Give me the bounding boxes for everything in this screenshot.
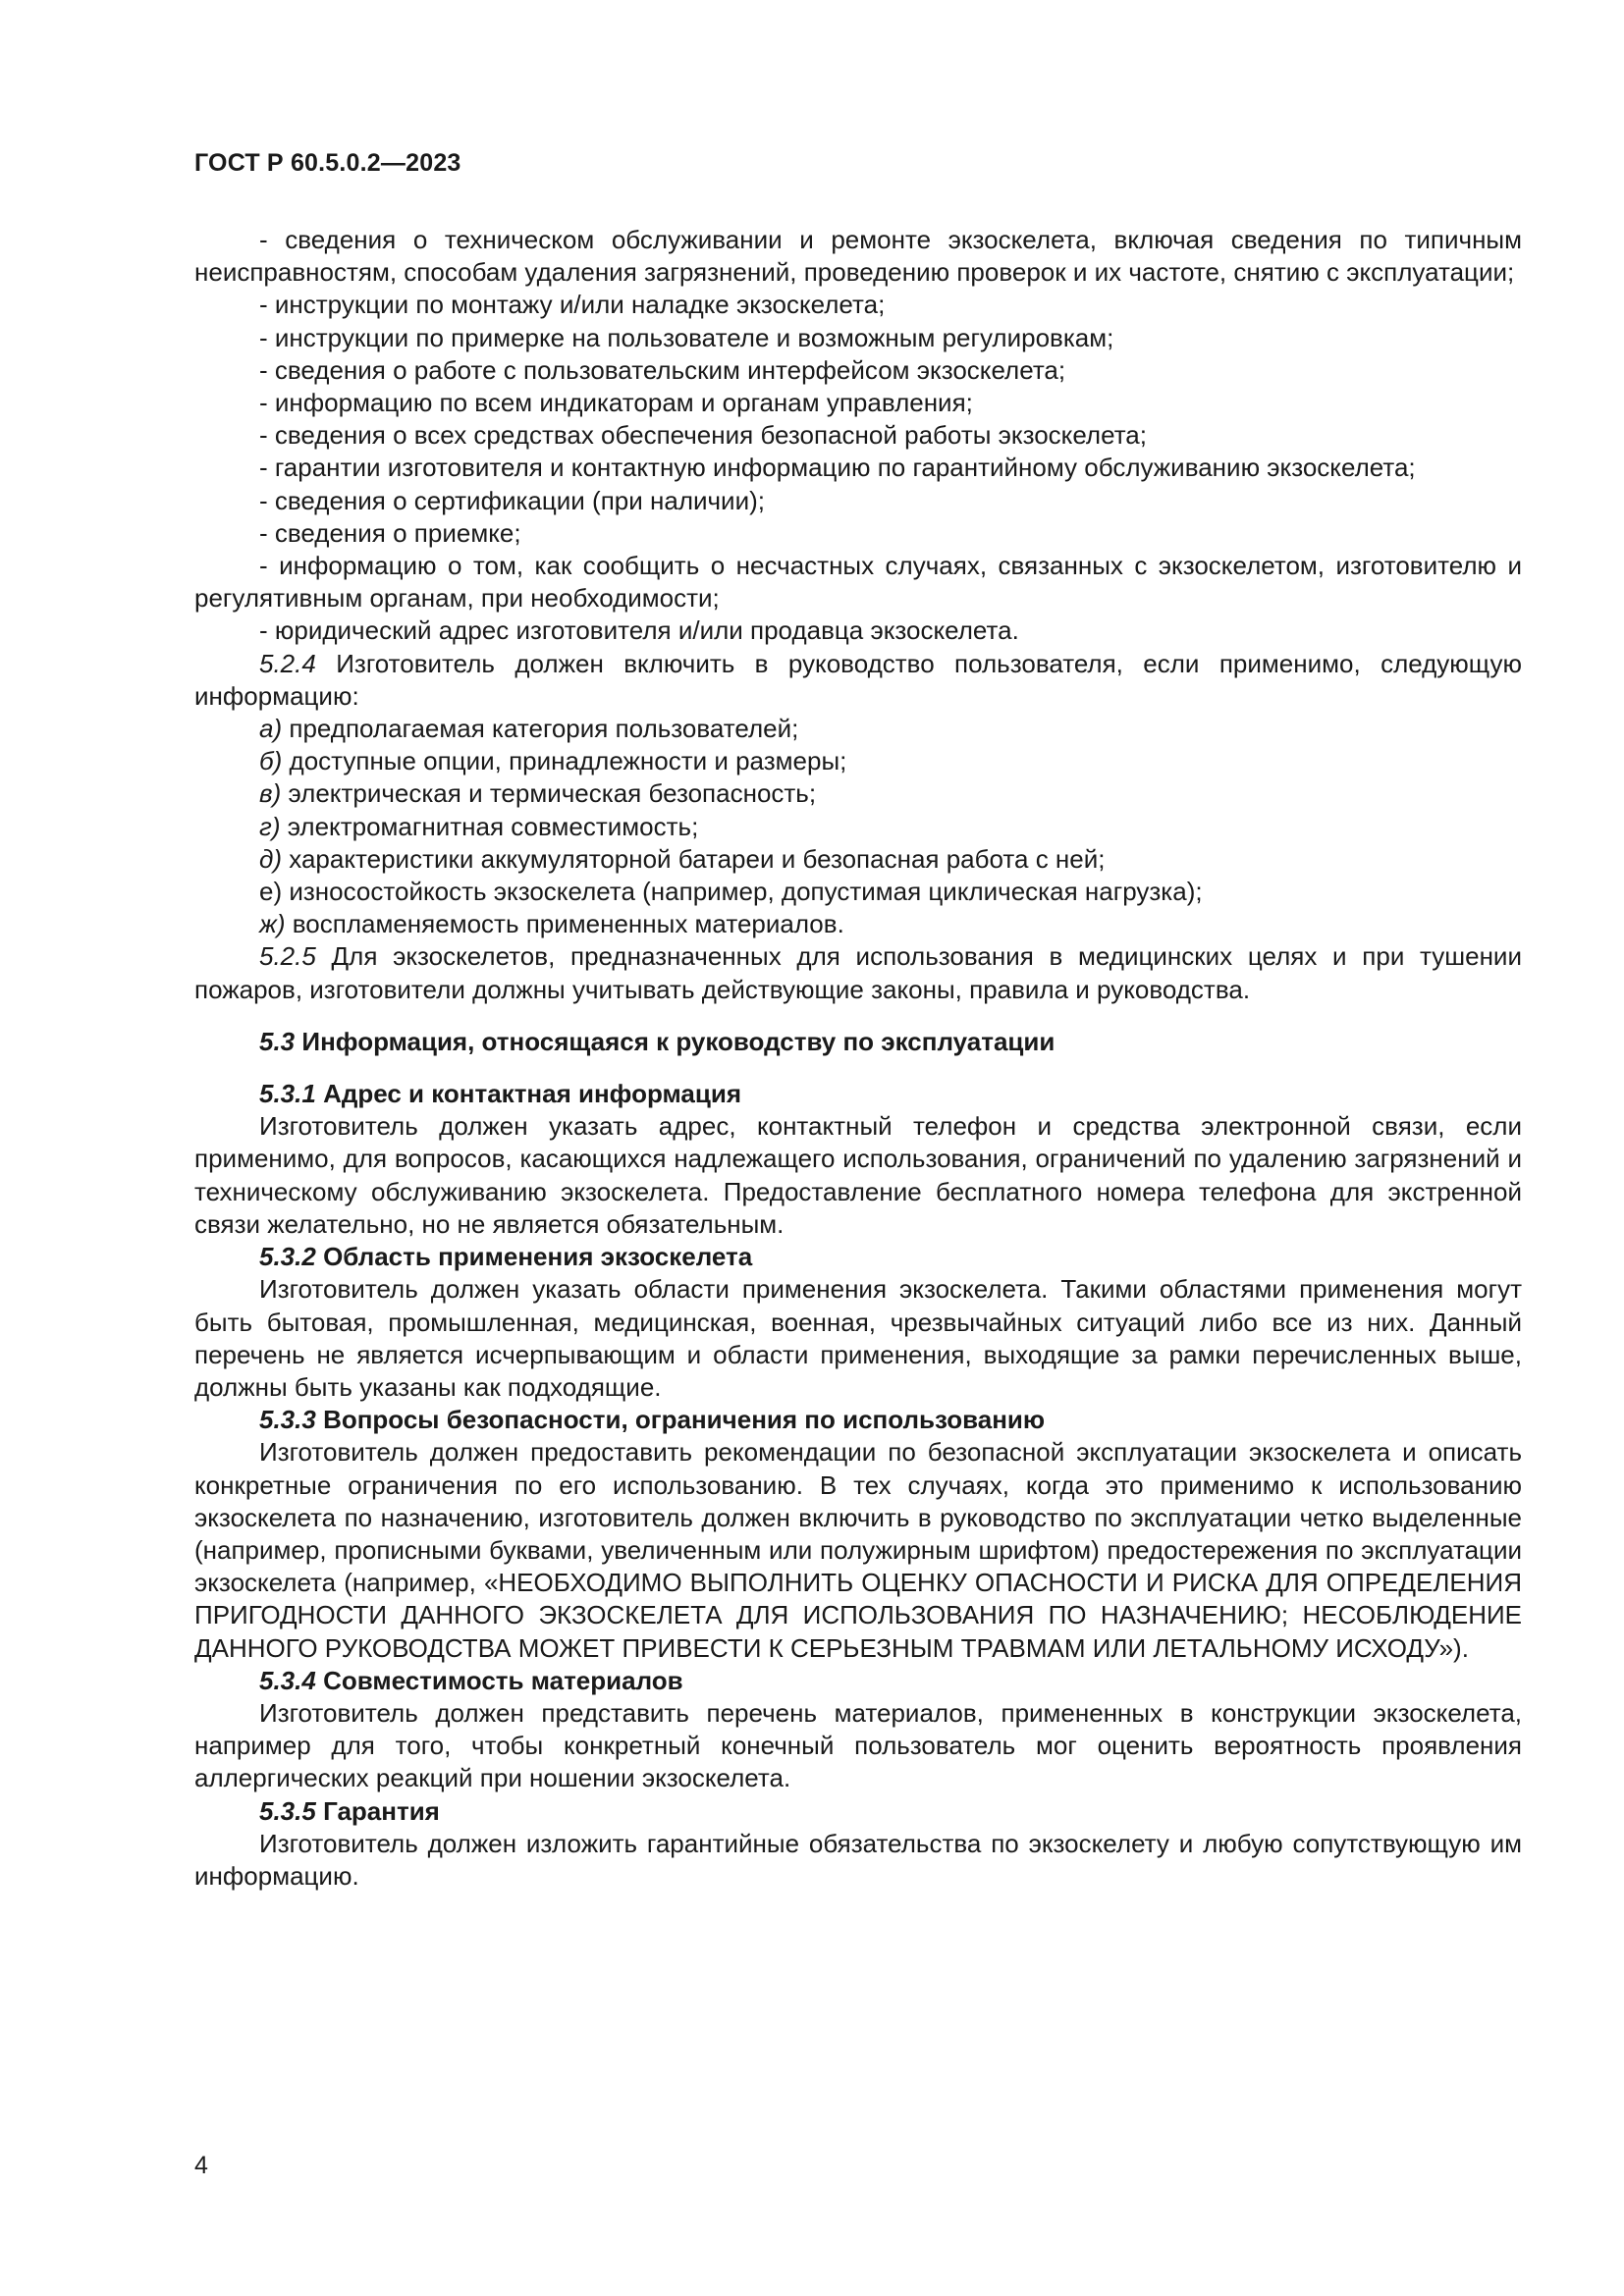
list-letter: в): [259, 778, 282, 809]
list-text: предполагаемая категория пользователей;: [289, 714, 799, 744]
list-text: воспламеняемость примененных материалов.: [292, 909, 844, 939]
section-title: Информация, относящаяся к руководству по эксплуатации: [301, 1026, 1056, 1056]
list-item: [194, 745, 1522, 777]
bullet-item: - инструкции по примерке на пользователе и возможным регулировкам;: [259, 322, 1114, 352]
clause-text: Изготовитель должен включить в руководство пользователя, если применимо, следующую информацию:: [194, 648, 1522, 711]
subsection-heading-5-3-5: [194, 1795, 1522, 1828]
list-text: доступные опции, принадлежности и размеры;: [289, 746, 847, 776]
subsection-number: 5.3.3: [259, 1405, 316, 1435]
subsection-title: Гарантия: [323, 1795, 440, 1826]
subsection-title: Совместимость материалов: [323, 1665, 683, 1695]
subsection-title: Вопросы безопасности, ограничения по использованию: [323, 1405, 1046, 1435]
subsection-number: 5.3.4: [259, 1665, 316, 1695]
bullet-item: - информацию о том, как сообщить о несчастных случаях, связанных с экзоскелетом, изготовителю и регулятивным органам, при необходимости;: [194, 551, 1522, 614]
subsection-number: 5.3.5: [259, 1795, 316, 1826]
list-text: электрическая и термическая безопасность;: [288, 778, 817, 809]
subsection-heading-5-3-3: [194, 1404, 1522, 1436]
section-number: 5.3: [259, 1026, 296, 1056]
list-letter: е): [259, 877, 283, 907]
list-item: [194, 777, 1522, 810]
subsection-text: Изготовитель должен указать области применения экзоскелета. Такими областями применения могут быть бытовая, промышленная, медицинская, военная, чрезвычайных ситуаций либо все из них. Данный перечень не является исчерпывающим и области применения, выходящие за рамки перечисленных выше, должны быть указаны как подходящие.: [194, 1274, 1522, 1402]
subsection-title: Адрес и контактная информация: [323, 1079, 741, 1109]
list-item: [194, 843, 1522, 876]
subsection-heading-5-3-2: [194, 1241, 1522, 1273]
list-item: [194, 811, 1522, 843]
list-item: [194, 876, 1522, 908]
list-letter: а): [259, 714, 283, 744]
subsection-text: Изготовитель должен представить перечень материалов, примененных в конструкции экзоскелета, например для того, чтобы конкретный конечный пользователь мог оценить вероятность проявления аллергических реакций при ношении экзоскелета.: [194, 1697, 1522, 1793]
list-item: [194, 713, 1522, 745]
subsection-number: 5.3.1: [259, 1079, 316, 1109]
list-letter: г): [259, 811, 281, 841]
bullet-item: - юридический адрес изготовителя и/или продавца экзоскелета.: [259, 615, 1019, 646]
list-item: [194, 908, 1522, 940]
bullet-item: - сведения о всех средствах обеспечения безопасной работы экзоскелета;: [259, 420, 1147, 451]
list-letter: б): [259, 746, 283, 776]
clause-number: 5.2.5: [259, 941, 316, 972]
clause-5-2-5: [194, 940, 1522, 1005]
bullet-item: - инструкции по монтажу и/или наладке экзоскелета;: [259, 290, 886, 320]
subsection-title: Область применения экзоскелета: [323, 1242, 753, 1272]
subsection-heading-5-3-4: [194, 1665, 1522, 1697]
bullet-item: - гарантии изготовителя и контактную информацию по гарантийному обслуживанию экзоскелета;: [259, 453, 1416, 483]
clause-text: Для экзоскелетов, предназначенных для использования в медицинских целях и при тушении пожаров, изготовители должны учитывать действующие законы, правила и руководства.: [194, 941, 1522, 1004]
document-body: [194, 224, 1522, 1893]
section-heading-5-3: [194, 1026, 1522, 1058]
subsection-text: Изготовитель должен изложить гарантийные обязательства по экзоскелету и любую сопутствующую им информацию.: [194, 1828, 1522, 1891]
bullet-item: - сведения о работе с пользовательским интерфейсом экзоскелета;: [259, 354, 1066, 385]
list-text: характеристики аккумуляторной батареи и безопасная работа с ней;: [289, 843, 1106, 874]
clause-5-2-4: [194, 648, 1522, 713]
bullet-item: - сведения о техническом обслуживании и ремонте экзоскелета, включая сведения по типичным неисправностям, способам удаления загрязнений, проведению проверок и их частоте, снятию с эксплуатации;: [194, 225, 1522, 288]
list-text: электромагнитная совместимость;: [287, 811, 699, 841]
list-letter: ж): [259, 909, 286, 939]
bullet-item: - сведения о приемке;: [259, 517, 521, 548]
page-number: 4: [194, 2152, 208, 2179]
subsection-text: Изготовитель должен предоставить рекомендации по безопасной эксплуатации экзоскелета и описать конкретные ограничения по его использованию. В тех случаях, когда это применимо к использованию экзоскелета по назначению, изготовитель должен включить в руководство по эксплуатации четко выделенные (например, прописными буквами, увеличенным или полужирным шрифтом) предостережения по эксплуатации экзоскелета (например, «НЕОБХОДИМО ВЫПОЛНИТЬ ОЦЕНКУ ОПАСНОСТИ И РИСКА ДЛЯ ОПРЕДЕЛЕНИЯ ПРИГОДНОСТИ ДАННОГО ЭКЗОСКЕЛЕТА ДЛЯ ИСПОЛЬЗОВАНИЯ ПО НАЗНАЧЕНИЮ; НЕСОБЛЮДЕНИЕ ДАННОГО РУКОВОДСТВА МОЖЕТ ПРИВЕСТИ К СЕРЬЕЗНЫМ ТРАВМАМ ИЛИ ЛЕТАЛЬНОМУ ИСХОДУ»).: [194, 1437, 1522, 1663]
bullet-item: - информацию по всем индикаторам и органам управления;: [259, 388, 973, 418]
clause-number: 5.2.4: [259, 648, 316, 678]
list-letter: д): [259, 843, 283, 874]
list-text: износостойкость экзоскелета (например, допустимая циклическая нагрузка);: [289, 877, 1203, 907]
subsection-text: Изготовитель должен указать адрес, контактный телефон и средства электронной связи, если применимо, для вопросов, касающихся надлежащего использования, ограничений по удалению загрязнений и техническому обслуживанию экзоскелета. Предоставление бесплатного номера телефона для экстренной связи желательно, но не является обязательным.: [194, 1111, 1522, 1239]
document-header: ГОСТ Р 60.5.0.2—2023: [194, 149, 461, 177]
subsection-number: 5.3.2: [259, 1242, 316, 1272]
subsection-heading-5-3-1: [194, 1078, 1522, 1110]
bullet-item: - сведения о сертификации (при наличии);: [259, 485, 765, 515]
